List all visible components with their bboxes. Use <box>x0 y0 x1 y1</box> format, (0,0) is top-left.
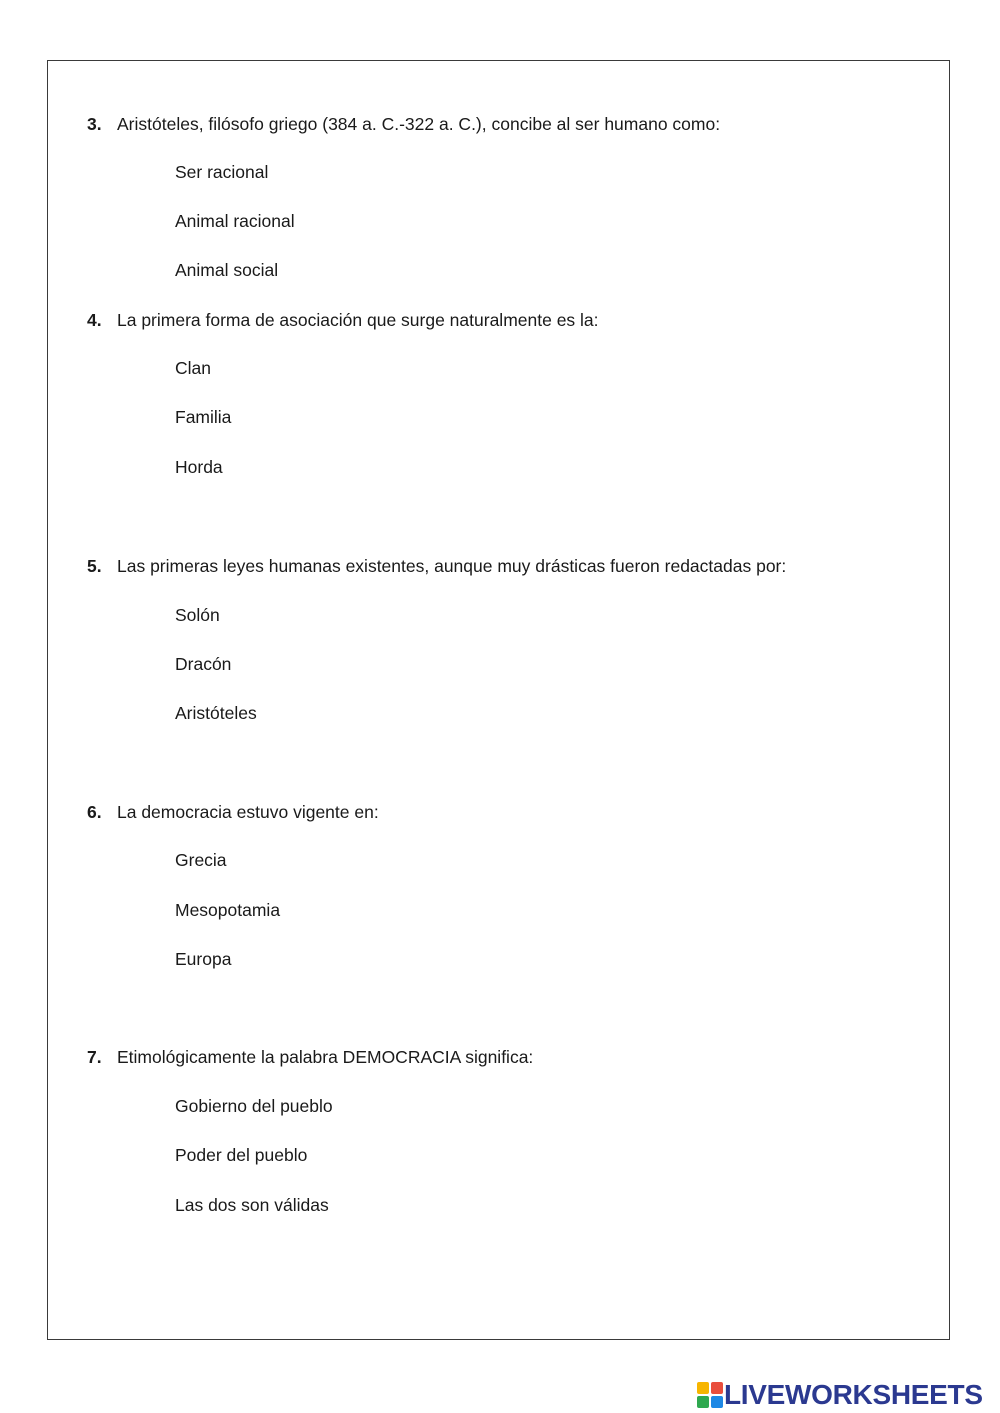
option-aristoteles[interactable]: Aristóteles <box>175 703 257 723</box>
question-number: 7. <box>87 1047 102 1067</box>
question-number: 3. <box>87 114 102 134</box>
option-dracon[interactable]: Dracón <box>175 654 232 674</box>
question-text: Las primeras leyes humanas existentes, aunque muy drásticas fueron redactadas por: <box>117 556 787 576</box>
question-text: La primera forma de asociación que surge naturalmente es la: <box>117 310 599 330</box>
option-las-dos-son-validas[interactable]: Las dos son válidas <box>175 1195 329 1215</box>
option-poder-del-pueblo[interactable]: Poder del pueblo <box>175 1145 308 1165</box>
question-6 <box>87 800 379 824</box>
question-number: 5. <box>87 556 102 576</box>
option-gobierno-del-pueblo[interactable]: Gobierno del pueblo <box>175 1096 333 1116</box>
option-clan[interactable]: Clan <box>175 358 211 378</box>
brand-name: LIVEWORKSHEETS <box>724 1379 983 1410</box>
question-7 <box>87 1045 533 1069</box>
option-familia[interactable]: Familia <box>175 407 232 427</box>
logo-tile-yellow <box>697 1382 709 1394</box>
question-4 <box>87 308 599 332</box>
logo-tile-green <box>697 1396 709 1408</box>
option-animal-racional[interactable]: Animal racional <box>175 211 295 231</box>
option-animal-social[interactable]: Animal social <box>175 260 279 280</box>
question-3 <box>87 112 720 136</box>
option-europa[interactable]: Europa <box>175 949 232 969</box>
question-number: 6. <box>87 802 102 822</box>
logo-tile-red <box>711 1382 723 1394</box>
liveworksheets-brand[interactable] <box>697 1378 983 1412</box>
question-text: Aristóteles, filósofo griego (384 a. C.-322 a. C.), concibe al ser humano como: <box>117 114 721 134</box>
liveworksheets-logo-icon <box>697 1382 723 1408</box>
question-5 <box>87 554 786 578</box>
question-text: Etimológicamente la palabra DEMOCRACIA significa: <box>117 1047 534 1067</box>
logo-tile-blue <box>711 1396 723 1408</box>
question-text: La democracia estuvo vigente en: <box>117 802 379 822</box>
question-number: 4. <box>87 310 102 330</box>
option-grecia[interactable]: Grecia <box>175 850 227 870</box>
option-solon[interactable]: Solón <box>175 605 220 625</box>
option-mesopotamia[interactable]: Mesopotamia <box>175 900 281 920</box>
option-horda[interactable]: Horda <box>175 457 223 477</box>
option-ser-racional[interactable]: Ser racional <box>175 162 269 182</box>
